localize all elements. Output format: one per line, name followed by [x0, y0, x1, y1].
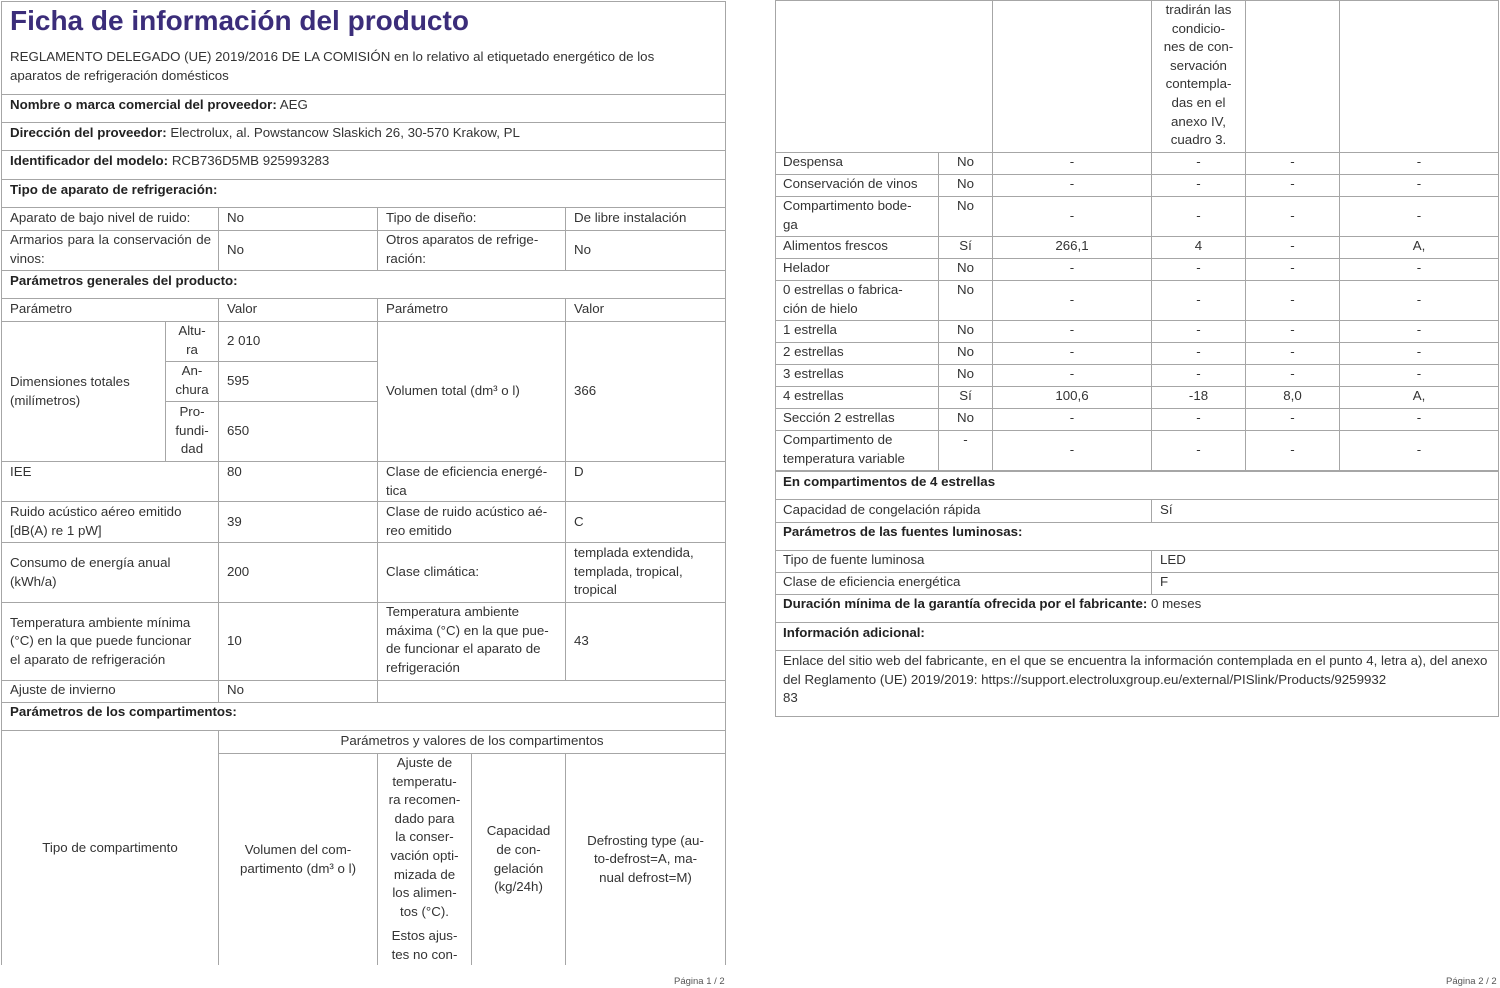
compartment-freeze: - [1290, 260, 1295, 275]
compartment-volume: - [1069, 442, 1075, 458]
min-temp-label: Temperatura ambiente mínima (°C) en la que puede funcionar el aparato de refrigeración [10, 614, 192, 667]
comp-temp-header: Ajuste de temperatu- ra recomen- dado para la conser- vación opti- mizada de los alimen- tos (°C). [388, 755, 461, 919]
compartment-present: No [957, 410, 974, 425]
compartment-freeze: - [1290, 366, 1295, 381]
address-value: Electrolux, al. Powstancow Slaskich 26, 30-570 Krakow, PL [170, 125, 520, 140]
warranty-value: 0 meses [1151, 596, 1202, 611]
warranty-line [776, 595, 1496, 614]
compartment-present: Sí [959, 388, 972, 403]
compartment-volume: - [1069, 366, 1075, 381]
compartment-freeze: - [1290, 322, 1295, 337]
wine-value: No [227, 241, 244, 257]
page-number-2: Página 2 / 2 [1446, 976, 1497, 987]
compartment-freeze: - [1290, 154, 1295, 169]
comp-type-header: Tipo de compartimento [42, 839, 178, 855]
compartment-defrost: - [1416, 344, 1422, 359]
page-bottom-margin [0, 965, 727, 988]
compartment-name: 0 estrellas o fabrica- ción de hielo [783, 282, 903, 316]
general-heading: Parámetros generales del producto: [10, 273, 238, 288]
cell [377, 680, 726, 703]
compartment-name: Compartimento bode- ga [783, 198, 912, 232]
page-number-1: Página 1 / 2 [674, 976, 725, 987]
compartment-temp: - [1196, 208, 1201, 224]
max-temp-label: Temperatura ambiente máxima (°C) en la que pue- de funcionar el aparato de refrigeración [386, 604, 549, 675]
supplier-value: AEG [279, 97, 308, 112]
compartment-freeze: - [1290, 410, 1295, 425]
light-type-label: Tipo de fuente luminosa [783, 552, 925, 567]
noise-class-label: Clase de ruido acústico aé- reo emitido [386, 504, 548, 538]
compartment-volume: 266,1 [1055, 238, 1089, 253]
compartment-defrost: - [1416, 176, 1422, 191]
compartment-freeze: - [1290, 292, 1295, 308]
compartment-present: - [963, 432, 968, 447]
compartment-present: No [957, 344, 974, 359]
winter-value: No [227, 682, 244, 697]
header-param-2: Parámetro [386, 301, 449, 316]
supplier-label: Nombre o marca comercial del proveedor: [10, 97, 277, 112]
compartment-name: 3 estrellas [783, 366, 844, 381]
eei-value: 80 [227, 464, 242, 479]
compartment-temp: - [1196, 410, 1201, 425]
address-label: Dirección del proveedor: [10, 125, 167, 140]
light-type-value: LED [1160, 552, 1186, 567]
document-title: Ficha de información del producto [10, 5, 469, 36]
header-value: Valor [227, 301, 258, 316]
light-class-label: Clase de eficiencia energética [783, 574, 961, 589]
compartment-freeze: 8,0 [1283, 388, 1302, 403]
compartments-heading: Parámetros de los compartimentos: [10, 704, 237, 719]
compartment-temp: - [1196, 344, 1201, 359]
other-value: No [574, 241, 591, 257]
compartment-volume: - [1069, 208, 1075, 224]
compartment-present: No [957, 366, 974, 381]
compartment-defrost: - [1416, 410, 1422, 425]
warranty-label: Duración mínima de la garantía ofrecida por el fabricante: [783, 596, 1148, 611]
four-star-heading: En compartimentos de 4 estrellas [783, 474, 996, 489]
light-class-value: F [1160, 574, 1169, 589]
comp-temp-header-cont: Estos ajus- tes no con- [391, 928, 458, 962]
design-type-label: Tipo de diseño: [386, 210, 477, 225]
compartment-temp: - [1196, 260, 1201, 275]
model-value: RCB736D5MB 925993283 [171, 153, 330, 168]
energy-value: 200 [227, 564, 250, 580]
width-label: An- chura [175, 363, 209, 397]
regulation-text: REGLAMENTO DELEGADO (UE) 2019/2016 DE LA COMISIÓN en lo relativo al etiquetado energético de los aparatos de refrigeración domésticos [10, 49, 655, 83]
compartment-volume: - [1069, 260, 1075, 275]
eei-label: IEE [10, 464, 32, 479]
height-value: 2 010 [227, 333, 261, 349]
wine-label: Armarios para la conservación de vinos: [10, 232, 211, 266]
comp-temp-header-end: tradirán las condicio- nes de con- servación contempla- das en el anexo IV, cuadro 3. [1163, 2, 1234, 148]
compartment-temp: -18 [1188, 388, 1209, 403]
compartment-name: Alimentos frescos [783, 238, 888, 253]
compartment-present: No [957, 322, 974, 337]
compartment-present: No [957, 260, 974, 275]
compartment-defrost: - [1416, 292, 1422, 308]
compartment-temp: - [1196, 442, 1201, 458]
compartment-volume: - [1069, 344, 1075, 359]
model-line [3, 152, 723, 171]
compartment-name: Conservación de vinos [783, 176, 918, 191]
compartment-temp: - [1196, 176, 1201, 191]
compartment-present: No [957, 176, 974, 191]
compartment-freeze: - [1290, 238, 1295, 253]
total-volume-label: Volumen total (dm³ o l) [386, 383, 520, 399]
compartment-freeze: - [1290, 344, 1295, 359]
comp-group-header: Parámetros y valores de los compartimentos [340, 733, 604, 748]
compartment-defrost: - [1416, 322, 1422, 337]
additional-text: Enlace del sitio web del fabricante, en el que se encuentra la información contemplada en el punto 4, letra a), del anexo del Reglamento (UE) 2019/2019: https://support.electroluxgroup.eu/external/PISlink/Products/9259932 83 [783, 653, 1488, 706]
compartment-freeze: - [1290, 442, 1295, 458]
low-noise-value: No [227, 210, 244, 225]
compartment-name: Helador [783, 260, 830, 275]
header-param: Parámetro [10, 301, 73, 316]
compartment-name: 1 estrella [783, 322, 837, 337]
noise-label: Ruido acústico aéreo emitido [dB(A) re 1 pW] [10, 504, 182, 538]
compartment-defrost: A, [1412, 238, 1426, 253]
compartment-present: No [957, 282, 974, 297]
compartment-volume: 100,6 [1055, 388, 1089, 403]
depth-label: Pro- fundi- dad [175, 404, 209, 457]
width-value: 595 [227, 373, 250, 389]
compartment-present: No [957, 154, 974, 169]
compartment-temp: 4 [1194, 238, 1203, 253]
compartment-name: 2 estrellas [783, 344, 844, 359]
compartment-freeze: - [1290, 176, 1295, 191]
depth-value: 650 [227, 423, 250, 439]
low-noise-label: Aparato de bajo nivel de ruido: [10, 210, 191, 225]
compartment-temp: - [1196, 322, 1201, 337]
address-line [3, 124, 723, 143]
header-value-2: Valor [574, 301, 605, 316]
climate-label: Clase climática: [386, 564, 480, 580]
dimensions-label: Dimensiones totales (milímetros) [10, 373, 130, 408]
energy-label: Consumo de energía anual (kWh/a) [10, 554, 171, 589]
cell [1245, 0, 1340, 153]
compartment-present: No [957, 198, 974, 213]
compartment-temp: - [1196, 292, 1201, 308]
cell [1339, 0, 1499, 153]
compartment-defrost: - [1416, 366, 1422, 381]
compartment-freeze: - [1290, 208, 1295, 224]
compartment-volume: - [1069, 410, 1075, 425]
max-temp-value: 43 [574, 633, 589, 649]
fast-freeze-value: Sí [1160, 502, 1173, 517]
comp-defrost-header: Defrosting type (au- to-defrost=A, ma- nual defrost=M) [587, 832, 704, 885]
compartment-volume: - [1069, 176, 1075, 191]
efficiency-class-value: D [574, 464, 584, 479]
compartment-defrost: - [1416, 154, 1422, 169]
compartment-defrost: - [1416, 208, 1422, 224]
fast-freeze-label: Capacidad de congelación rápida [783, 502, 981, 517]
page-1 [0, 0, 727, 988]
compartment-present: Sí [959, 238, 972, 253]
total-volume-value: 366 [574, 383, 597, 399]
comp-volume-header: Volumen del com- partimento (dm³ o l) [239, 841, 356, 876]
compartment-name: Despensa [783, 154, 843, 169]
climate-value: templada extendida, templada, tropical, tropical [574, 545, 694, 598]
compartment-defrost: A, [1412, 388, 1426, 403]
other-label: Otros aparatos de refrige- ración: [386, 232, 539, 266]
min-temp-value: 10 [227, 633, 242, 649]
noise-value: 39 [227, 513, 242, 529]
compartment-volume: - [1069, 154, 1075, 169]
compartment-defrost: - [1416, 260, 1422, 275]
height-label: Altu- ra [178, 323, 206, 357]
cell [992, 0, 1152, 153]
additional-heading: Información adicional: [783, 625, 925, 640]
compartment-name: Compartimento de temperatura variable [783, 432, 905, 466]
efficiency-class-label: Clase de eficiencia energé- tica [386, 464, 548, 498]
design-type-value: De libre instalación [574, 210, 687, 225]
compartment-volume: - [1069, 292, 1075, 308]
compartment-temp: - [1196, 154, 1201, 169]
compartment-name: 4 estrellas [783, 388, 844, 403]
compartment-defrost: - [1416, 442, 1422, 458]
compartment-volume: - [1069, 322, 1075, 337]
model-label: Identificador del modelo: [10, 153, 169, 168]
noise-class-value: C [574, 513, 584, 529]
page-2 [773, 0, 1500, 988]
compartment-temp: - [1196, 366, 1201, 381]
supplier-line [3, 96, 723, 115]
cell [775, 0, 993, 153]
light-heading: Parámetros de las fuentes luminosas: [783, 524, 1023, 539]
appliance-type-heading: Tipo de aparato de refrigeración: [10, 182, 218, 197]
comp-freeze-header: Capacidad de con- gelación (kg/24h) [486, 823, 551, 895]
winter-label: Ajuste de invierno [10, 682, 116, 697]
compartment-name: Sección 2 estrellas [783, 410, 895, 425]
